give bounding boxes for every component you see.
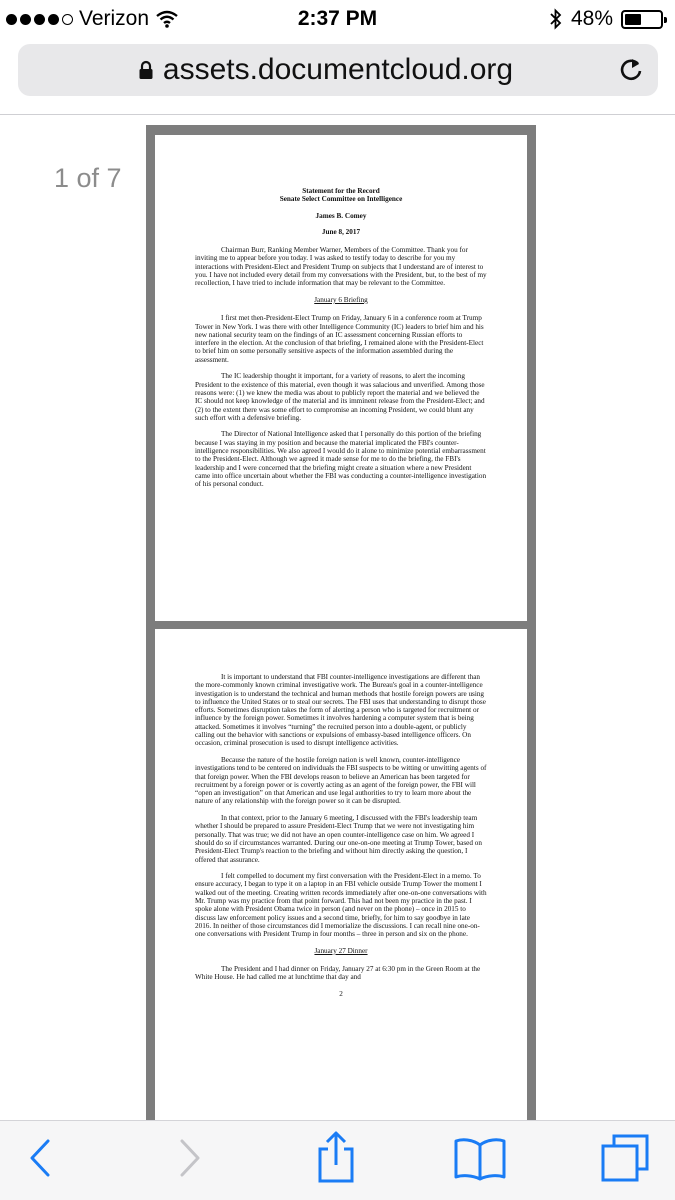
bookmarks-icon[interactable] [452, 1137, 508, 1181]
back-icon[interactable] [26, 1135, 54, 1181]
document-frame[interactable] [146, 125, 536, 1125]
paragraph: The Director of National Intelligence asked that I personally do this portion of the briefing because I was staying in my position and because the material implicated the FBI's counter-intelligence responsibilities. We also agreed I would do it alone to minimize potential embarrassment to the President-Elect. Although we agreed it made sense for me to do the briefing, the FBI's leadership and I were concerned that the briefing might create a situation where a new President came into office uncertain about whether the FBI was conducting a counter-intelligence investigation of his personal conduct. [195, 430, 487, 489]
reload-icon[interactable] [618, 56, 644, 84]
doc-subtitle: Senate Select Committee on Intelligence [279, 195, 403, 204]
url-domain[interactable]: assets.documentcloud.org [162, 53, 514, 86]
doc-author: James B. Comey [315, 211, 367, 220]
paragraph: Chairman Burr, Ranking Member Warner, Members of the Committee. Thank you for inviting me to appear before you today. I was asked to testify today to describe for you my interactions with President-Elect and President Trump on subjects that I understand are of interest to you. I have not included every detail from my conversations with the President, but, to the best of my recollection, I have tried to include information that may be relevant to the Committee. [195, 246, 487, 288]
battery-icon [621, 10, 663, 29]
doc-date: June 8, 2017 [321, 227, 361, 236]
section-heading: January 27 Dinner [314, 946, 368, 955]
paragraph: I first met then-President-Elect Trump on Friday, January 6 in a conference room at Trump Tower in New York. I was there with other Intelligence Community (IC) leaders to brief him and his new national security team on the findings of an IC assessment concerning Russian efforts to interfere in the election. At the conclusion of that briefing, I remained alone with the President-Elect to brief him on some personally sensitive aspects of the information assembled during the assessment. [195, 314, 484, 364]
paragraph: I felt compelled to document my first conversation with the President-Elect in a memo. To ensure accuracy, I began to type it on a laptop in an FBI vehicle outside Trump Tower the moment I walked out of the meeting. Creating written records immediately after one-on-one conversations with Mr. Trump was my practice from that point forward. This had not been my practice in the past. I spoke alone with President Obama twice in person (and never on the phone) – once in 2015 to discuss law enforcement policy issues and a second time, briefly, for him to say goodbye in late 2016. In neither of those circumstances did I memorialize the discussions. I can recall nine one-on-one conversations with President Trump in four months – three in person and six on the phone. [195, 872, 487, 939]
paragraph: The President and I had dinner on Friday, January 27 at 6:30 pm in the Green Room at the White House. He had called me at lunchtime that day and [195, 965, 481, 982]
document-page-1[interactable] [155, 135, 527, 621]
paragraph: The IC leadership thought it important, for a variety of reasons, to alert the incoming President to the existence of this material, even though it was salacious and unverified. Among those reasons were: (1) we knew the media was about to publicly report the material and we believed the IC should not keep knowledge of the material and its imminent release from the President-Elect; and (2) to the extent there was some effort to compromise an incoming President, we could blunt any such effort with a defensive briefing. [195, 372, 485, 422]
battery-percent: 48% [570, 7, 613, 30]
section-heading: January 6 Briefing [314, 295, 368, 304]
paragraph: It is important to understand that FBI counter-intelligence investigations are different than the more-commonly known criminal investigative work. The Bureau's goal in a counter-intelligence investigation is to understand the technical and human methods that hostile foreign powers are using to influence the United States or to steal our secrets. The FBI uses that understanding to disrupt those efforts. Sometimes disruption takes the form of alerting a person who is targeted for recruitment or influence by the foreign power. Sometimes it involves hardening a computer system that is being attacked. Sometimes it involves “turning” the recruited person into a double-agent, or publicly calling out the behavior with sanctions or expulsions of embassy-based intelligence officers. On occasion, criminal prosecution is used to disrupt intelligence activities. [195, 673, 486, 748]
share-icon[interactable] [314, 1129, 358, 1185]
page-number: 2 [339, 989, 343, 998]
address-bar[interactable] [18, 44, 658, 96]
document-page-2[interactable] [155, 629, 527, 1121]
page-counter: 1 of 7 [54, 163, 122, 193]
status-bar [0, 0, 675, 38]
carrier-name: Verizon [79, 7, 150, 30]
tabs-icon[interactable] [600, 1133, 652, 1185]
bottom-toolbar [0, 1120, 675, 1200]
forward-icon[interactable] [176, 1135, 204, 1181]
document-viewer[interactable] [0, 115, 675, 1120]
paragraph: In that context, prior to the January 6 meeting, I discussed with the FBI's leadership team whether I should be prepared to assure President-Elect Trump that we were not investigating him personally. That was true; we did not have an open counter-intelligence case on him. We agreed I should do so if circumstances warranted. During our one-on-one meeting at Trump Tower, based on President-Elect Trump's reaction to the briefing and without him directly asking the question, I offered that assurance. [195, 814, 482, 864]
status-time: 2:37 PM [297, 7, 378, 30]
bluetooth-icon [549, 8, 563, 30]
doc-title: Statement for the Record [302, 187, 380, 195]
status-right [549, 7, 663, 31]
paragraph: Because the nature of the hostile foreign nation is well known, counter-intelligence investigations tend to be centered on individuals the FBI suspects to be witting or unwitting agents of that foreign power. When the FBI develops reason to believe an American has been targeted for recruitment by a foreign power or is covertly acting as an agent of the foreign power, the FBI will “open an investigation” on that American and use legal authorities to try to learn more about the nature of any relationship with the foreign power so it can be disrupted. [195, 755, 487, 806]
